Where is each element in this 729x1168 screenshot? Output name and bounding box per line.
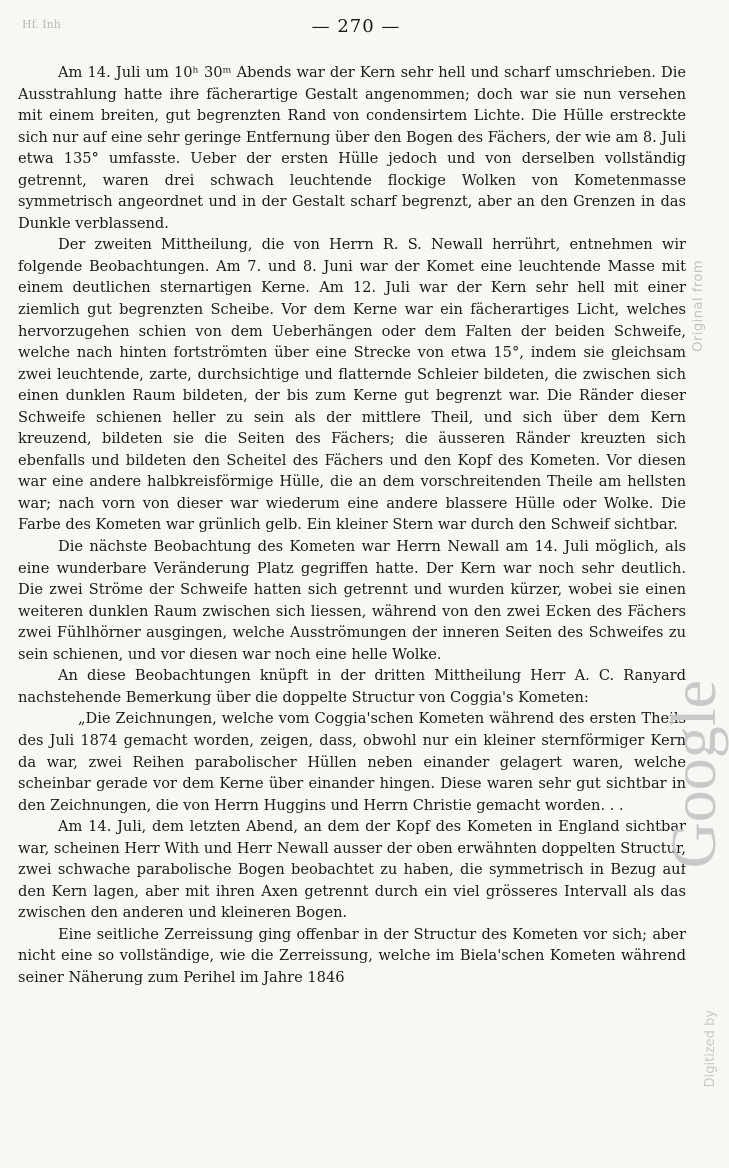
digitized-by-watermark: Digitized by: [703, 1010, 718, 1088]
paragraph: Die nächste Beobachtung des Kometen war Herrn Newall am 14. Juli möglich, als eine wunderbare Veränderung Platz gegriffen hatte. Der Kern war noch sehr deutlich. Die zwei Ströme der Schweife hatten sich getrennt und wurden kürzer, wobei sie einen weiteren dunklen Raum zwischen sich liessen, während von den zwei Ecken des Fächers zwei Fühlhörner ausgingen, welche Ausströmungen der inneren Seiten des Schweifes zu sein schienen, und vor diesen war noch eine helle Wolke.: [18, 538, 686, 663]
google-watermark: Google: [658, 680, 729, 869]
page-number: — 270 —: [311, 16, 401, 37]
paragraph: Am 14. Juli um 10ʰ 30ᵐ Abends war der Kern sehr hell und scharf umschrieben. Die Ausstrahlung hatte ihre fächerartige Gestalt angenommen; doch war sie nun versehen mit einem breiten, gut begrenzten Rand von condensirtem Lichte. Die Hülle erstreckte sich nur auf eine sehr geringe Entfernung über den Bogen des Fächers, der wie am 8. Juli etwa 135° umfasste. Ueber der ersten Hülle jedoch und von derselben vollständig getrennt, waren drei schwach leuchtende flockige Wolken von Kometenmasse symmetrisch angeordnet und in der Gestalt scharf begrenzt, aber an den Grenzen in das Dunkle verblassend.: [18, 64, 686, 232]
corner-mark: Hf. Inh: [22, 18, 61, 31]
original-from-watermark: Original from: [691, 260, 706, 352]
paragraph: Eine seitliche Zerreissung ging offenbar in der Structur des Kometen vor sich; aber nicht eine so vollständige, wie die Zerreissung, welche im Biela'schen Kometen während seiner Näherung zum Perihel im Jahre 1846: [18, 925, 686, 986]
paragraph: An diese Beobachtungen knüpft in der dritten Mittheilung Herr A. C. Ranyard nachstehende Bemerkung über die doppelte Structur von Coggia's Kometen:: [18, 667, 686, 706]
body-text: [18, 62, 686, 989]
quote-paragraph: „Die Zeichnungen, welche vom Coggia'schen Kometen während des ersten Theils des Juli 1874 gemacht worden, zeigen, dass, obwohl nur ein kleiner sternförmiger Kern da war, zwei Reihen parabolischer Hüllen neben einander gelagert waren, welche scheinbar gerade vor dem Kerne über einander hingen. Diese waren sehr gut sichtbar in den Zeichnungen, die von Herrn Huggins und Herrn Christie gemacht worden. . .: [18, 710, 686, 814]
paragraph: Der zweiten Mittheilung, die von Herrn R. S. Newall herrührt, entnehmen wir folgende Beobachtungen. Am 7. und 8. Juni war der Komet eine leuchtende Masse mit einem deutlichen sternartigen Kerne. Am 12. Juli war der Kern sehr hell mit einer ziemlich gut begrenzten Scheibe. Vor dem Kerne war ein fächerartiges Licht, welches hervorzugehen schien von dem Ueberhängen oder dem Falten der beiden Schweife, welche nach hinten fortströmten über eine Strecke von etwa 15°, indem sie gleichsam zwei leuchtende, zarte, durchsichtige und flatternde Schleier bildeten, die zwischen sich einen dunklen Raum bildeten, der bis zum Kerne gut begrenzt war. Die Ränder dieser Schweife schienen heller zu sein als der mittlere Theil, und sich über dem Kern kreuzend, bildeten sie die Seiten des Fächers; die äusseren Ränder kreuzten sich ebenfalls und bildeten den Scheitel des Fächers und den Kopf des Kometen. Vor diesen war eine andere halbkreisförmige Hülle, die an dem vorschreitenden Theile am hellsten war; nach vorn von dieser war wiederum eine andere blassere Hülle oder Wolke. Die Farbe des Kometen war grünlich gelb. Ein kleiner Stern war durch den Schweif sichtbar.: [18, 236, 686, 534]
paragraph: Am 14. Juli, dem letzten Abend, an dem der Kopf des Kometen in England sichtbar war, scheinen Herr With und Herr Newall ausser der oben erwähnten doppelten Structur, zwei schwache parabolische Bogen beobachtet zu haben, die symmetrisch in Bezug auf den Kern lagen, aber mit ihren Axen getrennt durch ein viel grösseres Intervall als das zwischen den anderen und kleineren Bogen.: [18, 818, 686, 922]
